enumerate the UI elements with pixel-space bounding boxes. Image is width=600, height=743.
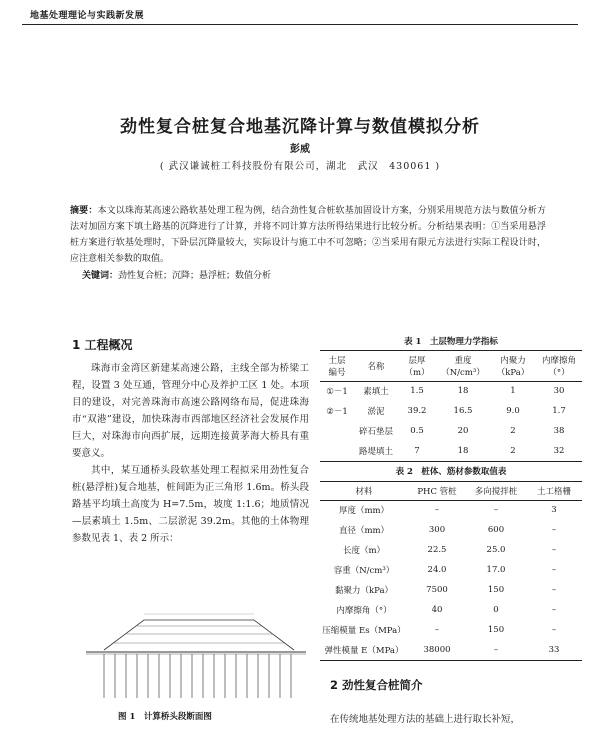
table1-header-cell: 名称 xyxy=(367,361,385,372)
table-cell: 1.7 xyxy=(552,406,566,416)
table2-grid xyxy=(320,482,582,660)
table-cell: 碎石垫层 xyxy=(358,427,393,437)
table-cell: ①－1 xyxy=(326,387,348,398)
table-cell: – xyxy=(434,505,440,516)
table-row xyxy=(320,520,582,540)
table-cell xyxy=(320,421,354,441)
table-cell: 1 xyxy=(510,386,516,397)
table1-header-cell: 内摩擦角 （°） xyxy=(541,355,576,378)
article-author: 彭威 xyxy=(290,144,310,155)
table-cell: – xyxy=(551,605,557,615)
table-cell: – xyxy=(551,585,557,595)
table1-grid xyxy=(320,351,582,461)
author-affiliation: ( 武汉谦诚桩工科技股份有限公司，湖北 武汉 430061 ) xyxy=(159,161,441,172)
table2-caption: 表 2 桩体、筋材参数取值表 xyxy=(395,467,507,477)
section1-body xyxy=(72,360,309,547)
table-cell: 淤泥 xyxy=(367,407,385,417)
section1-heading: 1 工程概况 xyxy=(72,338,133,352)
pile-group xyxy=(104,654,291,698)
table1-header-cell: 土层 编号 xyxy=(328,355,346,378)
table-cell: 38 xyxy=(553,426,565,436)
table-cell: 25.0 xyxy=(486,545,506,555)
table-cell: 路堤填土 xyxy=(358,447,393,457)
table-cell: 150 xyxy=(487,625,505,635)
table1-header-cell: 内聚力 （kPa） xyxy=(496,355,530,378)
table-cell: 厚度（mm） xyxy=(338,506,390,517)
table-row xyxy=(320,401,582,421)
table-cell xyxy=(320,441,354,461)
table-row xyxy=(320,381,582,401)
table-cell: 弹性模量 E（MPa） xyxy=(324,646,404,656)
table2-header-cell: 土工格栅 xyxy=(536,486,571,497)
table-cell: 2 xyxy=(510,446,516,456)
journal-header: 地基处理理论与实践新发展 xyxy=(30,11,145,21)
table1-header-cell: 层厚 （m） xyxy=(404,355,430,378)
table-cell: 20 xyxy=(457,426,469,436)
embankment-outline xyxy=(104,620,294,650)
table-row xyxy=(320,500,582,520)
abstract-text: 本文以珠海某高速公路软基处理工程为例，结合劲性复合桩软基加固设计方案，分别采用规范方法与数值分析方法对加固方案下填土路基的沉降进行了计算，并将不同计算方法所得结果进行比较分析。分析结果表明：①当采用悬浮桩方案进行软基处理时，下卧层沉降量较大，实际设计与施工中不可忽略；②当采用有限元方法进行实际工程设计时，应注意相关参数的取值。 xyxy=(70,206,546,264)
table-cell: – xyxy=(551,545,557,555)
table-row xyxy=(320,560,582,580)
table-cell: 3 xyxy=(551,505,557,516)
keywords-label: 关键词： xyxy=(82,271,119,281)
table-cell: 7 xyxy=(414,446,420,456)
table2-header-row xyxy=(320,482,582,500)
table-cell: 2 xyxy=(510,426,516,436)
figure1-caption: 图 1 计算桥头段断面图 xyxy=(118,712,212,722)
table-cell: 0 xyxy=(493,605,499,615)
table-cell: – xyxy=(493,505,499,516)
table-cell: 9.0 xyxy=(506,406,520,416)
section2-heading: 2 劲性复合桩简介 xyxy=(330,678,423,692)
table-cell: – xyxy=(493,645,499,655)
abstract-label: 摘要： xyxy=(70,206,98,216)
table-cell: – xyxy=(551,565,557,575)
table-cell: 直径（mm） xyxy=(338,526,390,536)
table-cell: 容重（N/cm³） xyxy=(333,566,395,576)
table2-header-cell: PHC 管桩 xyxy=(417,486,457,497)
table-cell: 24.0 xyxy=(427,565,447,575)
table-cell: 150 xyxy=(487,585,505,595)
table2-header-cell: 多向搅拌桩 xyxy=(474,486,518,497)
section1-para1: 珠海市金湾区新建某高速公路，主线全部为桥梁工程，设置 3 处互通，管理分中心及养护工区 1 处。本项目的建设，对完善珠海市高速公路网络布局，促进珠海市“双港”建设，加快珠海市西部地区经济社会发展作用巨大，对珠海市向西扩展，远期连接黄茅海大桥具有重要意义。 xyxy=(72,363,309,459)
table-row xyxy=(320,580,582,600)
table-cell: 22.5 xyxy=(427,545,447,555)
table-cell: 300 xyxy=(428,525,446,535)
table-cell: 40 xyxy=(431,605,443,615)
table-cell: 38000 xyxy=(423,645,451,655)
table-cell: 33 xyxy=(548,645,560,655)
table-row xyxy=(320,441,582,461)
table-cell: 18 xyxy=(457,386,469,397)
table-cell: – xyxy=(551,525,557,535)
article-title: 劲性复合桩复合地基沉降计算与数值模拟分析 xyxy=(120,117,480,137)
table-cell: 压缩模量 Es（MPa） xyxy=(322,626,406,636)
table-cell: 18 xyxy=(457,446,469,456)
table1-header-row xyxy=(320,351,582,381)
table1-header-cell: 重度 （N/cm³） xyxy=(441,355,485,378)
keywords xyxy=(82,268,271,281)
table-cell: 32 xyxy=(553,446,565,456)
table1 xyxy=(320,350,582,462)
header-rule xyxy=(22,24,578,25)
figure1-cross-section xyxy=(82,606,310,704)
table-cell: 0.5 xyxy=(410,426,424,436)
table-cell: 黏聚力（kPa） xyxy=(334,586,394,596)
table-row xyxy=(320,620,582,640)
section2-para: 在传统地基处理方法的基础上进行取长补短， xyxy=(330,714,521,725)
table-row xyxy=(320,640,582,660)
table-row xyxy=(320,540,582,560)
table-cell: 1.5 xyxy=(410,386,424,397)
table-row xyxy=(320,421,582,441)
table1-caption: 表 1 土层物理力学指标 xyxy=(404,337,498,347)
table-cell: 600 xyxy=(487,525,505,535)
table-cell: 30 xyxy=(553,386,565,397)
table-cell: 7500 xyxy=(426,585,448,595)
table-cell: 长度（m） xyxy=(342,546,386,556)
table-cell: 17.0 xyxy=(486,565,506,575)
section1-para2: 其中，某互通桥头段软基处理工程拟采用劲性复合桩(悬浮桩)复合地基，桩间距为正三角形 1.6m。桥头段路基平均填土高度为 H=7.5m，坡度 1:1.6；地质情况—层素填土 1.5m、二层淤泥 39.2m。其他的土体物理参数见表 1、表 2 所示： xyxy=(72,465,309,544)
table-cell: – xyxy=(434,625,440,635)
table-row xyxy=(320,600,582,620)
table2-header-cell: 材料 xyxy=(355,486,373,497)
table-cell: – xyxy=(551,625,557,635)
table2 xyxy=(320,481,582,661)
keywords-text: 劲性复合桩；沉降；悬浮桩；数值分析 xyxy=(118,271,272,281)
table-cell: ②－1 xyxy=(326,407,348,417)
table-cell: 39.2 xyxy=(407,406,427,416)
abstract xyxy=(70,203,546,267)
table-cell: 素填土 xyxy=(363,387,389,398)
table-cell: 内摩擦角（°） xyxy=(336,606,392,616)
table-cell: 16.5 xyxy=(453,406,473,416)
